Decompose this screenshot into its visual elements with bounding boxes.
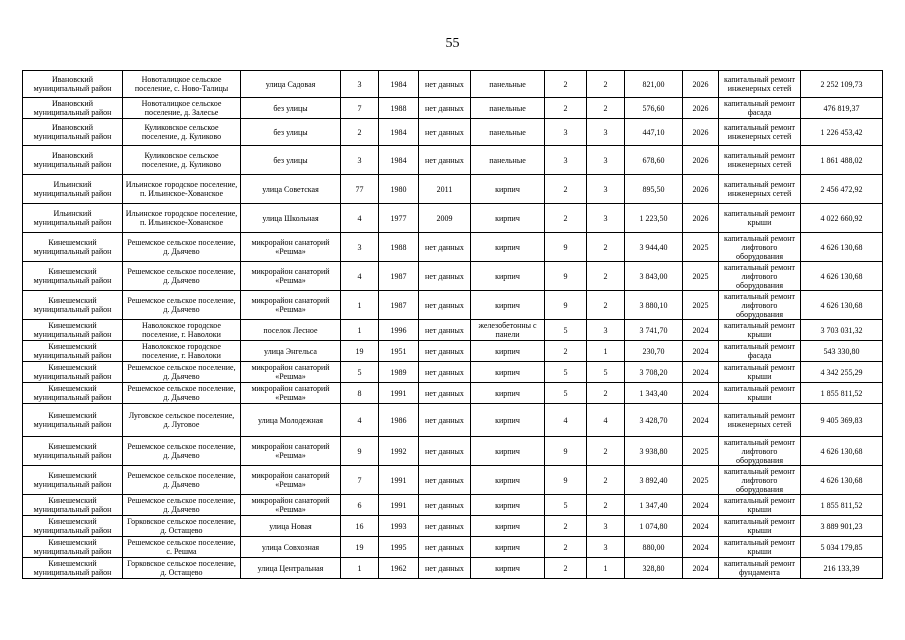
floors-cell: 2 bbox=[545, 71, 587, 98]
build-year-cell: 1996 bbox=[379, 320, 419, 341]
area-cell: 678,60 bbox=[625, 146, 683, 175]
repair-type-cell: капитальный ремонт крыши bbox=[719, 516, 801, 537]
repair-year-cell: 2024 bbox=[683, 558, 719, 579]
repair-type-cell: капитальный ремонт фасада bbox=[719, 341, 801, 362]
cost-cell: 1 861 488,02 bbox=[801, 146, 883, 175]
wall-material-cell: кирпич bbox=[471, 383, 545, 404]
area-cell: 3 708,20 bbox=[625, 362, 683, 383]
entrances-cell: 2 bbox=[587, 495, 625, 516]
cost-cell: 1 226 453,42 bbox=[801, 119, 883, 146]
repair-type-cell: капитальный ремонт фундамента bbox=[719, 558, 801, 579]
last-repair-year-cell: нет данных bbox=[419, 262, 471, 291]
street-cell: улица Садовая bbox=[241, 71, 341, 98]
entrances-cell: 2 bbox=[587, 291, 625, 320]
street-cell: улица Энгельса bbox=[241, 341, 341, 362]
last-repair-year-cell: 2009 bbox=[419, 204, 471, 233]
last-repair-year-cell: нет данных bbox=[419, 341, 471, 362]
build-year-cell: 1962 bbox=[379, 558, 419, 579]
street-cell: микрорайон санаторий «Решма» bbox=[241, 362, 341, 383]
district-cell: Кинешемский муниципальный район bbox=[23, 362, 123, 383]
district-cell: Кинешемский муниципальный район bbox=[23, 320, 123, 341]
entrances-cell: 1 bbox=[587, 558, 625, 579]
district-cell: Кинешемский муниципальный район bbox=[23, 404, 123, 437]
cost-cell: 3 889 901,23 bbox=[801, 516, 883, 537]
district-cell: Кинешемский муниципальный район bbox=[23, 262, 123, 291]
wall-material-cell: железобетонны с панели bbox=[471, 320, 545, 341]
cost-cell: 4 626 130,68 bbox=[801, 233, 883, 262]
last-repair-year-cell: нет данных bbox=[419, 404, 471, 437]
wall-material-cell: кирпич bbox=[471, 341, 545, 362]
build-year-cell: 1991 bbox=[379, 466, 419, 495]
street-cell: без улицы bbox=[241, 98, 341, 119]
street-cell: улица Совхозная bbox=[241, 537, 341, 558]
entrances-cell: 1 bbox=[587, 341, 625, 362]
street-cell: улица Центральная bbox=[241, 558, 341, 579]
last-repair-year-cell: нет данных bbox=[419, 383, 471, 404]
repair-year-cell: 2025 bbox=[683, 262, 719, 291]
repair-type-cell: капитальный ремонт крыши bbox=[719, 537, 801, 558]
area-cell: 3 741,70 bbox=[625, 320, 683, 341]
cost-cell: 4 626 130,68 bbox=[801, 262, 883, 291]
repair-type-cell: капитальный ремонт лифтового оборудования bbox=[719, 291, 801, 320]
table-row bbox=[23, 146, 883, 175]
street-cell: улица Новая bbox=[241, 516, 341, 537]
table-row bbox=[23, 404, 883, 437]
district-cell: Кинешемский муниципальный район bbox=[23, 495, 123, 516]
repair-year-cell: 2024 bbox=[683, 320, 719, 341]
district-cell: Ивановский муниципальный район bbox=[23, 71, 123, 98]
last-repair-year-cell: нет данных bbox=[419, 71, 471, 98]
entrances-cell: 2 bbox=[587, 262, 625, 291]
entrances-cell: 2 bbox=[587, 233, 625, 262]
table-row bbox=[23, 262, 883, 291]
street-cell: микрорайон санаторий «Решма» bbox=[241, 466, 341, 495]
floors-cell: 2 bbox=[545, 537, 587, 558]
wall-material-cell: панельные bbox=[471, 119, 545, 146]
house-number-cell: 19 bbox=[341, 341, 379, 362]
wall-material-cell: кирпич bbox=[471, 537, 545, 558]
entrances-cell: 2 bbox=[587, 437, 625, 466]
build-year-cell: 1986 bbox=[379, 404, 419, 437]
district-cell: Кинешемский муниципальный район bbox=[23, 466, 123, 495]
table-row bbox=[23, 362, 883, 383]
floors-cell: 5 bbox=[545, 383, 587, 404]
house-number-cell: 3 bbox=[341, 71, 379, 98]
repair-type-cell: капитальный ремонт крыши bbox=[719, 362, 801, 383]
wall-material-cell: кирпич bbox=[471, 362, 545, 383]
cost-cell: 476 819,37 bbox=[801, 98, 883, 119]
district-cell: Кинешемский муниципальный район bbox=[23, 437, 123, 466]
build-year-cell: 1984 bbox=[379, 146, 419, 175]
cost-cell: 9 405 369,83 bbox=[801, 404, 883, 437]
house-number-cell: 1 bbox=[341, 320, 379, 341]
repair-type-cell: капитальный ремонт крыши bbox=[719, 204, 801, 233]
repair-year-cell: 2024 bbox=[683, 341, 719, 362]
street-cell: улица Школьная bbox=[241, 204, 341, 233]
last-repair-year-cell: 2011 bbox=[419, 175, 471, 204]
area-cell: 447,10 bbox=[625, 119, 683, 146]
wall-material-cell: кирпич bbox=[471, 233, 545, 262]
street-cell: микрорайон санаторий «Решма» bbox=[241, 383, 341, 404]
settlement-cell: Ильинское городское поселение, п. Ильинское-Хованское bbox=[123, 204, 241, 233]
district-cell: Ильинский муниципальный район bbox=[23, 204, 123, 233]
table-row bbox=[23, 233, 883, 262]
wall-material-cell: кирпич bbox=[471, 466, 545, 495]
cost-cell: 2 456 472,92 bbox=[801, 175, 883, 204]
repair-type-cell: капитальный ремонт инженерных сетей bbox=[719, 404, 801, 437]
repair-year-cell: 2025 bbox=[683, 233, 719, 262]
cost-cell: 216 133,39 bbox=[801, 558, 883, 579]
settlement-cell: Наволокское городское поселение, г. Наволоки bbox=[123, 320, 241, 341]
wall-material-cell: панельные bbox=[471, 71, 545, 98]
house-number-cell: 77 bbox=[341, 175, 379, 204]
settlement-cell: Решемское сельское поселение, д. Дьячево bbox=[123, 291, 241, 320]
house-number-cell: 2 bbox=[341, 119, 379, 146]
settlement-cell: Решемское сельское поселение, д. Дьячево bbox=[123, 466, 241, 495]
last-repair-year-cell: нет данных bbox=[419, 558, 471, 579]
wall-material-cell: панельные bbox=[471, 146, 545, 175]
wall-material-cell: кирпич bbox=[471, 204, 545, 233]
street-cell: улица Молодежная bbox=[241, 404, 341, 437]
cost-cell: 3 703 031,32 bbox=[801, 320, 883, 341]
cost-cell: 4 626 130,68 bbox=[801, 437, 883, 466]
floors-cell: 2 bbox=[545, 175, 587, 204]
area-cell: 3 843,00 bbox=[625, 262, 683, 291]
repair-type-cell: капитальный ремонт лифтового оборудования bbox=[719, 437, 801, 466]
cost-cell: 4 626 130,68 bbox=[801, 291, 883, 320]
build-year-cell: 1991 bbox=[379, 495, 419, 516]
house-number-cell: 4 bbox=[341, 404, 379, 437]
area-cell: 1 347,40 bbox=[625, 495, 683, 516]
repair-type-cell: капитальный ремонт лифтового оборудования bbox=[719, 233, 801, 262]
entrances-cell: 3 bbox=[587, 175, 625, 204]
last-repair-year-cell: нет данных bbox=[419, 437, 471, 466]
floors-cell: 5 bbox=[545, 320, 587, 341]
repair-type-cell: капитальный ремонт крыши bbox=[719, 320, 801, 341]
district-cell: Ивановский муниципальный район bbox=[23, 98, 123, 119]
floors-cell: 3 bbox=[545, 146, 587, 175]
district-cell: Кинешемский муниципальный район bbox=[23, 383, 123, 404]
house-number-cell: 6 bbox=[341, 495, 379, 516]
floors-cell: 2 bbox=[545, 98, 587, 119]
settlement-cell: Решемское сельское поселение, д. Дьячево bbox=[123, 437, 241, 466]
cost-cell: 4 022 660,92 bbox=[801, 204, 883, 233]
wall-material-cell: кирпич bbox=[471, 291, 545, 320]
floors-cell: 5 bbox=[545, 362, 587, 383]
last-repair-year-cell: нет данных bbox=[419, 516, 471, 537]
area-cell: 880,00 bbox=[625, 537, 683, 558]
repair-year-cell: 2026 bbox=[683, 98, 719, 119]
area-cell: 1 343,40 bbox=[625, 383, 683, 404]
build-year-cell: 1984 bbox=[379, 71, 419, 98]
table-row bbox=[23, 383, 883, 404]
last-repair-year-cell: нет данных bbox=[419, 362, 471, 383]
build-year-cell: 1992 bbox=[379, 437, 419, 466]
repair-type-cell: капитальный ремонт инженерных сетей bbox=[719, 175, 801, 204]
settlement-cell: Решемское сельское поселение, д. Дьячево bbox=[123, 362, 241, 383]
table-row bbox=[23, 437, 883, 466]
table-row bbox=[23, 516, 883, 537]
table-row bbox=[23, 466, 883, 495]
area-cell: 1 074,80 bbox=[625, 516, 683, 537]
house-number-cell: 5 bbox=[341, 362, 379, 383]
street-cell: микрорайон санаторий «Решма» bbox=[241, 291, 341, 320]
wall-material-cell: кирпич bbox=[471, 262, 545, 291]
building-repair-table bbox=[22, 70, 883, 579]
district-cell: Ивановский муниципальный район bbox=[23, 119, 123, 146]
build-year-cell: 1984 bbox=[379, 119, 419, 146]
repair-year-cell: 2026 bbox=[683, 119, 719, 146]
table-row bbox=[23, 495, 883, 516]
district-cell: Кинешемский муниципальный район bbox=[23, 537, 123, 558]
settlement-cell: Решемское сельское поселение, д. Дьячево bbox=[123, 495, 241, 516]
street-cell: микрорайон санаторий «Решма» bbox=[241, 233, 341, 262]
house-number-cell: 4 bbox=[341, 204, 379, 233]
build-year-cell: 1991 bbox=[379, 383, 419, 404]
house-number-cell: 19 bbox=[341, 537, 379, 558]
street-cell: микрорайон санаторий «Решма» bbox=[241, 262, 341, 291]
entrances-cell: 4 bbox=[587, 404, 625, 437]
house-number-cell: 3 bbox=[341, 146, 379, 175]
settlement-cell: Луговское сельское поселение, д. Луговое bbox=[123, 404, 241, 437]
street-cell: без улицы bbox=[241, 119, 341, 146]
last-repair-year-cell: нет данных bbox=[419, 98, 471, 119]
entrances-cell: 3 bbox=[587, 320, 625, 341]
settlement-cell: Решемское сельское поселение, д. Дьячево bbox=[123, 233, 241, 262]
table-row bbox=[23, 558, 883, 579]
settlement-cell: Решемское сельское поселение, с. Решма bbox=[123, 537, 241, 558]
repair-year-cell: 2024 bbox=[683, 495, 719, 516]
district-cell: Кинешемский муниципальный район bbox=[23, 516, 123, 537]
floors-cell: 3 bbox=[545, 119, 587, 146]
settlement-cell: Куликовское сельское поселение, д. Куликово bbox=[123, 119, 241, 146]
table-row bbox=[23, 320, 883, 341]
wall-material-cell: панельные bbox=[471, 98, 545, 119]
entrances-cell: 2 bbox=[587, 71, 625, 98]
house-number-cell: 8 bbox=[341, 383, 379, 404]
street-cell: микрорайон санаторий «Решма» bbox=[241, 495, 341, 516]
last-repair-year-cell: нет данных bbox=[419, 146, 471, 175]
table-row bbox=[23, 175, 883, 204]
build-year-cell: 1987 bbox=[379, 291, 419, 320]
entrances-cell: 3 bbox=[587, 119, 625, 146]
cost-cell: 2 252 109,73 bbox=[801, 71, 883, 98]
entrances-cell: 3 bbox=[587, 146, 625, 175]
entrances-cell: 2 bbox=[587, 466, 625, 495]
district-cell: Кинешемский муниципальный район bbox=[23, 233, 123, 262]
settlement-cell: Горковское сельское поселение, д. Остащево bbox=[123, 558, 241, 579]
district-cell: Ивановский муниципальный район bbox=[23, 146, 123, 175]
last-repair-year-cell: нет данных bbox=[419, 233, 471, 262]
repair-year-cell: 2024 bbox=[683, 537, 719, 558]
floors-cell: 5 bbox=[545, 495, 587, 516]
repair-type-cell: капитальный ремонт крыши bbox=[719, 495, 801, 516]
repair-year-cell: 2026 bbox=[683, 71, 719, 98]
cost-cell: 1 855 811,52 bbox=[801, 383, 883, 404]
floors-cell: 2 bbox=[545, 516, 587, 537]
area-cell: 3 944,40 bbox=[625, 233, 683, 262]
table-row bbox=[23, 71, 883, 98]
entrances-cell: 3 bbox=[587, 204, 625, 233]
floors-cell: 9 bbox=[545, 291, 587, 320]
floors-cell: 2 bbox=[545, 341, 587, 362]
repair-year-cell: 2026 bbox=[683, 175, 719, 204]
last-repair-year-cell: нет данных bbox=[419, 320, 471, 341]
area-cell: 3 880,10 bbox=[625, 291, 683, 320]
area-cell: 3 938,80 bbox=[625, 437, 683, 466]
build-year-cell: 1989 bbox=[379, 362, 419, 383]
settlement-cell: Горковское сельское поселение, д. Остащево bbox=[123, 516, 241, 537]
wall-material-cell: кирпич bbox=[471, 175, 545, 204]
house-number-cell: 7 bbox=[341, 466, 379, 495]
area-cell: 3 892,40 bbox=[625, 466, 683, 495]
district-cell: Кинешемский муниципальный район bbox=[23, 291, 123, 320]
wall-material-cell: кирпич bbox=[471, 558, 545, 579]
house-number-cell: 7 bbox=[341, 98, 379, 119]
settlement-cell: Решемское сельское поселение, д. Дьячево bbox=[123, 262, 241, 291]
street-cell: поселок Лесное bbox=[241, 320, 341, 341]
build-year-cell: 1995 bbox=[379, 537, 419, 558]
street-cell: улица Советская bbox=[241, 175, 341, 204]
floors-cell: 9 bbox=[545, 233, 587, 262]
table-row bbox=[23, 98, 883, 119]
house-number-cell: 16 bbox=[341, 516, 379, 537]
district-cell: Кинешемский муниципальный район bbox=[23, 341, 123, 362]
repair-type-cell: капитальный ремонт лифтового оборудования bbox=[719, 262, 801, 291]
page-number: 55 bbox=[445, 36, 460, 51]
repair-year-cell: 2024 bbox=[683, 404, 719, 437]
district-cell: Ильинский муниципальный район bbox=[23, 175, 123, 204]
entrances-cell: 2 bbox=[587, 383, 625, 404]
repair-year-cell: 2024 bbox=[683, 362, 719, 383]
repair-year-cell: 2025 bbox=[683, 466, 719, 495]
area-cell: 895,50 bbox=[625, 175, 683, 204]
last-repair-year-cell: нет данных bbox=[419, 291, 471, 320]
area-cell: 1 223,50 bbox=[625, 204, 683, 233]
repair-type-cell: капитальный ремонт инженерных сетей bbox=[719, 146, 801, 175]
entrances-cell: 3 bbox=[587, 516, 625, 537]
settlement-cell: Куликовское сельское поселение, д. Куликово bbox=[123, 146, 241, 175]
house-number-cell: 3 bbox=[341, 233, 379, 262]
cost-cell: 4 342 255,29 bbox=[801, 362, 883, 383]
repair-year-cell: 2025 bbox=[683, 437, 719, 466]
floors-cell: 9 bbox=[545, 262, 587, 291]
house-number-cell: 4 bbox=[341, 262, 379, 291]
area-cell: 3 428,70 bbox=[625, 404, 683, 437]
wall-material-cell: кирпич bbox=[471, 437, 545, 466]
floors-cell: 4 bbox=[545, 404, 587, 437]
settlement-cell: Новоталицкое сельское поселение, с. Ново-Талицы bbox=[123, 71, 241, 98]
street-cell: микрорайон санаторий «Решма» bbox=[241, 437, 341, 466]
house-number-cell: 1 bbox=[341, 291, 379, 320]
table-row bbox=[23, 204, 883, 233]
repair-year-cell: 2026 bbox=[683, 146, 719, 175]
build-year-cell: 1993 bbox=[379, 516, 419, 537]
repair-type-cell: капитальный ремонт фасада bbox=[719, 98, 801, 119]
repair-year-cell: 2024 bbox=[683, 516, 719, 537]
table-row bbox=[23, 291, 883, 320]
cost-cell: 1 855 811,52 bbox=[801, 495, 883, 516]
area-cell: 328,80 bbox=[625, 558, 683, 579]
area-cell: 576,60 bbox=[625, 98, 683, 119]
repair-year-cell: 2026 bbox=[683, 204, 719, 233]
cost-cell: 5 034 179,85 bbox=[801, 537, 883, 558]
table-row bbox=[23, 341, 883, 362]
build-year-cell: 1951 bbox=[379, 341, 419, 362]
wall-material-cell: кирпич bbox=[471, 495, 545, 516]
repair-type-cell: капитальный ремонт инженерных сетей bbox=[719, 119, 801, 146]
floors-cell: 9 bbox=[545, 466, 587, 495]
area-cell: 230,70 bbox=[625, 341, 683, 362]
repair-type-cell: капитальный ремонт крыши bbox=[719, 383, 801, 404]
cost-cell: 543 330,80 bbox=[801, 341, 883, 362]
house-number-cell: 9 bbox=[341, 437, 379, 466]
last-repair-year-cell: нет данных bbox=[419, 119, 471, 146]
settlement-cell: Решемское сельское поселение, д. Дьячево bbox=[123, 383, 241, 404]
settlement-cell: Наволокское городское поселение, г. Наволоки bbox=[123, 341, 241, 362]
house-number-cell: 1 bbox=[341, 558, 379, 579]
wall-material-cell: кирпич bbox=[471, 516, 545, 537]
last-repair-year-cell: нет данных bbox=[419, 495, 471, 516]
floors-cell: 2 bbox=[545, 558, 587, 579]
build-year-cell: 1980 bbox=[379, 175, 419, 204]
build-year-cell: 1977 bbox=[379, 204, 419, 233]
build-year-cell: 1987 bbox=[379, 262, 419, 291]
entrances-cell: 2 bbox=[587, 98, 625, 119]
repair-type-cell: капитальный ремонт лифтового оборудования bbox=[719, 466, 801, 495]
table-row bbox=[23, 537, 883, 558]
wall-material-cell: кирпич bbox=[471, 404, 545, 437]
last-repair-year-cell: нет данных bbox=[419, 466, 471, 495]
cost-cell: 4 626 130,68 bbox=[801, 466, 883, 495]
entrances-cell: 5 bbox=[587, 362, 625, 383]
last-repair-year-cell: нет данных bbox=[419, 537, 471, 558]
floors-cell: 9 bbox=[545, 437, 587, 466]
area-cell: 821,00 bbox=[625, 71, 683, 98]
floors-cell: 2 bbox=[545, 204, 587, 233]
build-year-cell: 1988 bbox=[379, 233, 419, 262]
street-cell: без улицы bbox=[241, 146, 341, 175]
district-cell: Кинешемский муниципальный район bbox=[23, 558, 123, 579]
repair-year-cell: 2025 bbox=[683, 291, 719, 320]
build-year-cell: 1988 bbox=[379, 98, 419, 119]
settlement-cell: Новоталицкое сельское поселение, д. Залесье bbox=[123, 98, 241, 119]
settlement-cell: Ильинское городское поселение, п. Ильинское-Хованское bbox=[123, 175, 241, 204]
repair-type-cell: капитальный ремонт инженерных сетей bbox=[719, 71, 801, 98]
table-row bbox=[23, 119, 883, 146]
repair-year-cell: 2024 bbox=[683, 383, 719, 404]
entrances-cell: 3 bbox=[587, 537, 625, 558]
